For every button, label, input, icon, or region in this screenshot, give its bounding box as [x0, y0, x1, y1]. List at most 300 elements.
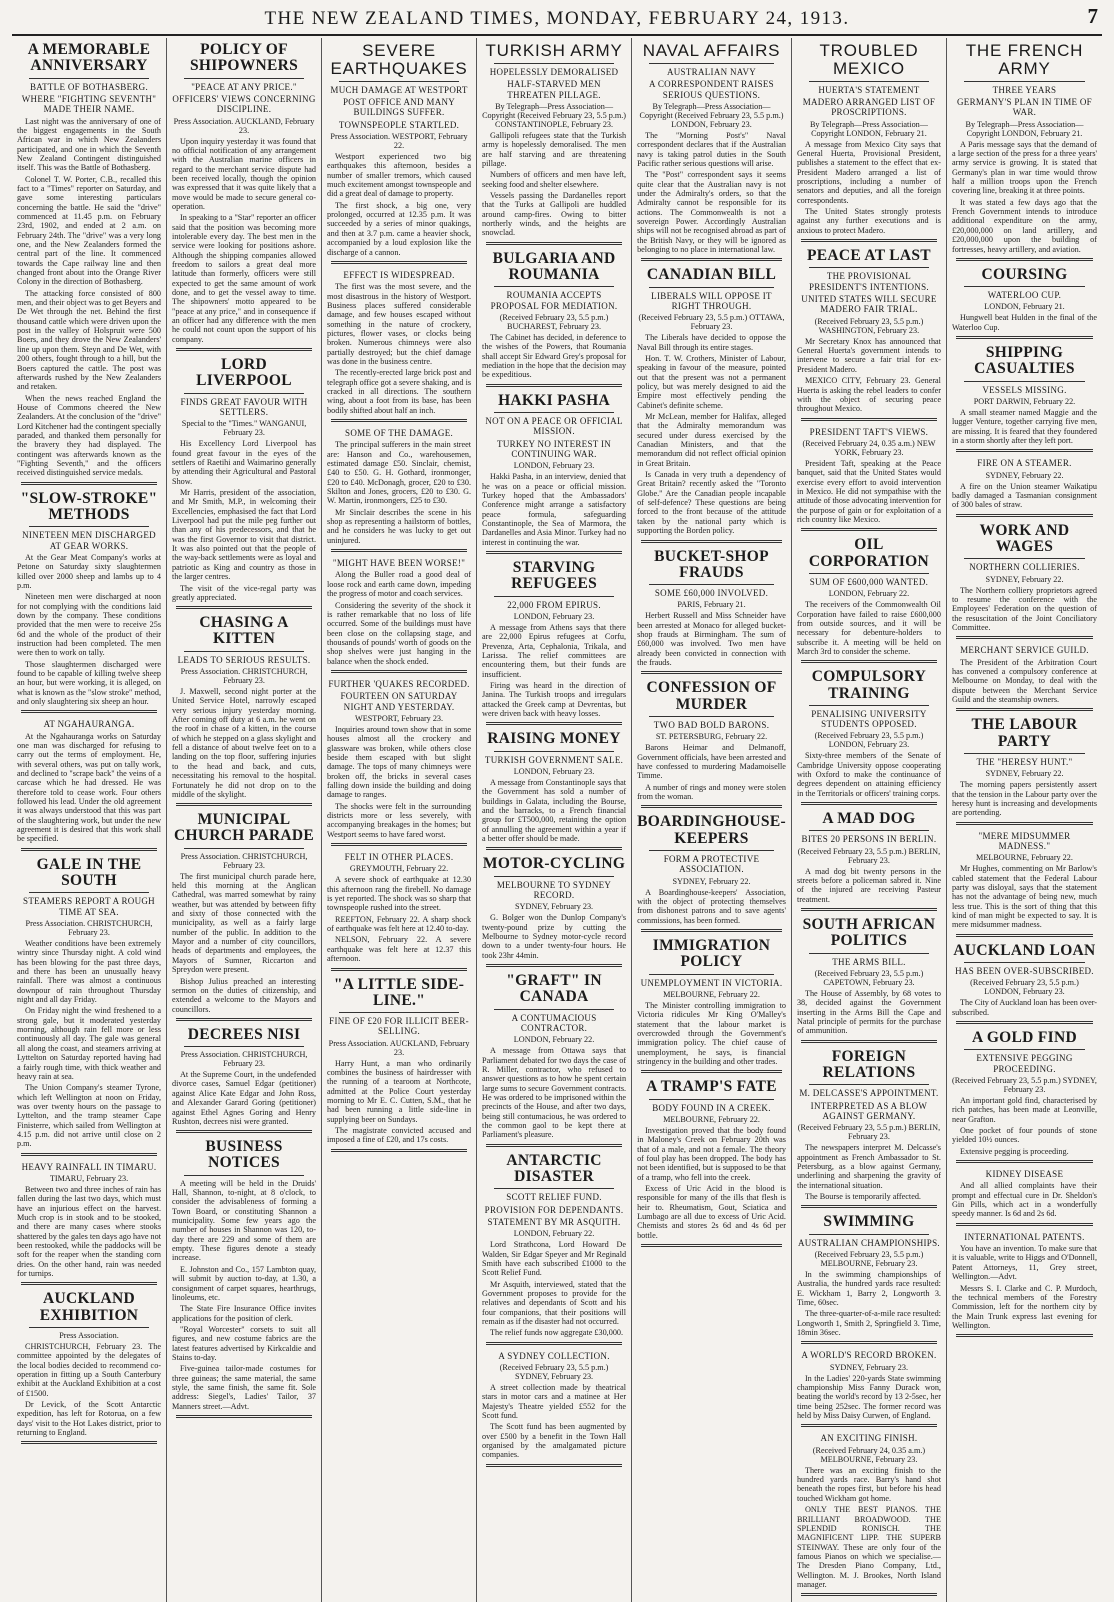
- article: [172, 357, 316, 609]
- article-subheading: FORM A PROTECTIVE ASSOCIATION.: [663, 853, 760, 875]
- article-headline: RAISING MONEY: [487, 730, 621, 748]
- article: [952, 943, 1097, 1024]
- article-paragraph: A street collection made by theatrical stars in motor cars and a matinee at Her Majesty's Theatre yielded £552 for the Scott fund.: [482, 1382, 627, 1421]
- headline-rule: [649, 1099, 774, 1100]
- article-divider: [486, 1342, 622, 1345]
- article-subheading: HALF-STARVED MEN THREATEN PILLAGE.: [507, 79, 601, 100]
- article: [797, 1350, 941, 1427]
- article-paragraph: Between two and three inches of rain has fallen during the last two days, which must have an injurious effect on the harvest. Much crop is in stook and to be stooked, and there are many cases where stooks shattered by the gales ten days ago have not been restooked, while the paddocks will be soft for the reaper when the standing corn dries. On the other hand, rain was needed for turnips.: [17, 1184, 162, 1279]
- article-subheading: 22,000 FROM EPIRUS.: [507, 599, 601, 610]
- article-divider: [801, 1593, 937, 1596]
- column-1: [12, 38, 167, 1602]
- headline-rule: [649, 63, 774, 64]
- article-subheading: SUM OF £600,000 WANTED.: [809, 576, 929, 587]
- headline-rule: [809, 705, 929, 706]
- headline-rule: [184, 651, 304, 652]
- article: [797, 427, 941, 532]
- article-headline: SWIMMING: [823, 1213, 915, 1231]
- article-subheading: TURKEY NO INTEREST IN CONTINUING WAR.: [497, 438, 612, 459]
- article-paragraph: Westport experienced two big earthquakes this afternoon, besides a number of smaller tremors, which caused much excitement amongst townspeople and did a great deal of damage to property.: [327, 152, 472, 199]
- article-paragraph: Hon. T. W. Crothers, Minister of Labour, speaking in favour of the measure, pointed out that the present was not a permanent policy, but was merely designed to aid the Empire most effectively pending the Cabinet's definite scheme.: [637, 353, 786, 410]
- headline-rule: [184, 1046, 304, 1047]
- headline-rule: [809, 1084, 929, 1085]
- article-dateline: SYDNEY, February 22.: [985, 769, 1064, 779]
- article-subheading: MADERO ARRANGED LIST OF PROSCRIPTIONS.: [802, 97, 936, 118]
- article-divider: [486, 847, 622, 850]
- article-divider: [331, 1149, 467, 1152]
- article: [797, 669, 941, 805]
- article-headline: CONFESSION OF MURDER: [646, 679, 777, 713]
- article-subheading: SCOTT RELIEF FUND.: [506, 1192, 602, 1203]
- article-paragraph: MEXICO CITY, February 23. General Huerta is asking the rebel leaders to confer with the object of securing peace throughout Mexico.: [796, 376, 941, 414]
- article-paragraph: Barons Heimar and Delmanoff, Government officials, have been arrested and have confessed to murdering Madamoiselle Timme.: [637, 743, 786, 781]
- article-paragraph: The attacking force consisted of 800 men, and their object was to get Beyers and De Wet through the net. Behind the first thousand cattle which were driven upon the post in the valley of Holspruit were 500 Boers, and they drove the New Zealanders' line up upon them. Steyn and De Wet, with 200 others, fought through to a hill, but the Boers captured the cattle. The post was afterwards rushed by the New Zealanders and retaken.: [17, 288, 162, 392]
- article: [952, 1030, 1097, 1163]
- article: [327, 428, 471, 552]
- article-paragraph: The United States strongly protests against any further executions and is anxious to protect Madero.: [796, 207, 941, 235]
- article-subheading: MERCHANT SERVICE GUILD.: [960, 645, 1089, 656]
- article: [797, 1049, 941, 1209]
- article: [952, 831, 1097, 937]
- article: [482, 42, 626, 245]
- article-paragraph: The City of Auckland loan has been over-subscribed.: [951, 998, 1097, 1017]
- article-dateline: Press Association. CHRISTCHURCH, February 23.: [180, 851, 308, 870]
- article-subheading: A WORLD'S RECORD BROKEN.: [801, 1350, 937, 1361]
- article-dateline: LONDON, February 23.: [513, 611, 595, 621]
- article-dateline: PARIS, February 21.: [677, 600, 746, 610]
- article-paragraph: When the news reached England the House of Commons cheered the New Zealanders. At the conclusion of the "drive" Lord Kitchener had the contingent specially paraded, and thanked them personally for the bravery they had displayed. The contingent was afterwards known as the "Fighting Seventh," and the officers received distinguished service medals.: [17, 393, 162, 478]
- article-paragraph: Gallipoli refugees state that the Turkish army is hopelessly demoralised. The men are half starving and are threatening pillage.: [482, 130, 627, 168]
- article-divider: [956, 822, 1093, 825]
- article-dateline: (Received February 23, 5.5 p.m.) BERLIN, February 23.: [797, 846, 941, 865]
- article-subheading: LEADS TO SERIOUS RESULTS.: [177, 654, 311, 665]
- article-paragraph: The Union Company's steamer Tyrone, which left Wellington at noon on Friday, was over twenty hours on the passage to Lyttelton, and the tramp steamer Cape Finisterre, which sailed from Wellington at 4.15 p.m. did not arrive until close on 2 p.m.: [17, 1083, 162, 1149]
- article-divider: [331, 261, 467, 264]
- article-headline: OIL CORPORATION: [808, 536, 930, 570]
- article-paragraph: Along the Buller road a good deal of loose rock and earth came down, impeding the progress of motor and coach services.: [327, 570, 472, 599]
- article-dateline: SYDNEY, February 23.: [829, 1362, 908, 1372]
- article: [17, 857, 161, 1156]
- headline-rule: [494, 751, 614, 752]
- article-divider: [176, 1415, 312, 1418]
- article-divider: [176, 348, 312, 351]
- article-paragraph: Mr McLean, member for Halifax, alleged that the Admiralty memorandum was secured under duress exercised by the Canadian Ministers, and that the memorandum did not reflect official opinion in Great Britain.: [637, 412, 786, 468]
- article-divider: [486, 551, 622, 554]
- article-paragraph: Herbert Russell and Miss Schneider have been arrested at Monaco for alleged bucket-shop frauds at Birmingham. The sum of £60,000 was involved. Two men have already been convicted in connection with the frauds.: [637, 611, 786, 668]
- article-dateline: (Received February 24, 0.35 a.m.) NEW YORK, February 23.: [802, 438, 936, 457]
- article-divider: [176, 803, 312, 806]
- headline-rule: [809, 830, 929, 831]
- article: [327, 558, 471, 673]
- article-dateline: (Received February 23, 5.5 p.m.) MELBOURNE, February 23.: [814, 1249, 924, 1268]
- article-divider: [21, 710, 157, 713]
- article-subheading: STATEMENT BY MR ASQUITH.: [487, 1216, 621, 1227]
- article-paragraph: The "Post" correspondent says it seems quite clear that the Australian navy is not under the Admiralty's orders, so that the Admiralty cannot be responsible for its actions. The Commonwealth is not a sovereign Power. Accordingly Australian ships will not be recognised abroad as part of the British Navy, or they will be ignored as belonging to no place in international law.: [637, 170, 786, 254]
- page-number: 7: [1087, 4, 1098, 28]
- article-paragraph: The newspapers interpret M. Delcasse's appointment as French Ambassador to St. Petersburg, as a blow against Germany, underlining and sharpening the gravity of the international situation.: [796, 1143, 941, 1190]
- article-paragraph: "Royal Worcester" corsets to suit all figures, and new costume fabrics are the latest features advertised by Kirkcaldie and Stains to-day.: [172, 1324, 317, 1362]
- article-dateline: By Telegraph—Press Association—Copyright LONDON, February 21.: [809, 119, 928, 138]
- headline-rule: [964, 558, 1085, 559]
- article: [952, 717, 1097, 824]
- article-paragraph: The first shock, a big one, very prolonged, occurred at 12.35 p.m. It was succeeded by a series of minor quakings, and then at 3.7 p.m. came a heavier shock, accompanied by a loud explosion like the discharge of a cannon.: [327, 200, 472, 257]
- headline-rule: [964, 753, 1085, 754]
- article: [172, 615, 316, 806]
- article-headline: PEACE AT LAST: [807, 247, 931, 265]
- headline-rule: [29, 1327, 149, 1328]
- article-subheading: FINE OF £20 FOR ILLICIT BEER-SELLING.: [329, 1016, 469, 1037]
- article-subheading: NORTHERN COLLIERIES.: [969, 562, 1080, 573]
- article-paragraph: A Paris message says that the demand of a large section of the press for a three years' army service is growing. It is stated that Germany's plan in war time would throw half a million troops upon the French covering line, breaking it at three points.: [951, 139, 1097, 196]
- article-paragraph: The recently-erected large brick post and telegraph office got a severe shaking, and is cracked in all directions. The southern wing, about a foot from its base, has been bodily shifted about half an inch.: [327, 368, 472, 415]
- headline-rule: [809, 573, 929, 574]
- article-paragraph: Hungwell beat Hulden in the final of the Waterloo Cup.: [951, 313, 1097, 332]
- headline-rule: [809, 953, 929, 954]
- article-headline: COMPULSORY TRAINING: [811, 668, 927, 702]
- article-paragraph: A severe shock of earthquake at 12.30 this afternoon rang the firebell. No damage is yet reported. The shock was so sharp that townspeople rushed into the street.: [327, 875, 472, 913]
- article: [637, 814, 786, 932]
- headline-rule: [809, 1234, 929, 1235]
- article-paragraph: The Cabinet has decided, in deference to the wishes of the Powers, that Roumania shall accept Sir Edward Grey's proposal for mediation in the hope that the decision may be expeditious.: [482, 332, 627, 380]
- article: [797, 248, 941, 420]
- article-subheading: GERMANY'S PLAN IN TIME OF WAR.: [957, 97, 1092, 118]
- article-subheading: BITES 20 PERSONS IN BERLIN.: [801, 834, 937, 845]
- article-paragraph: CHRISTCHURCH, February 23. The committee appointed by the delegates of the local bodies decided to recommend co-operation in fitting up a South Canterbury exhibit at the Auckland Exhibition at a cost of £1500.: [17, 1341, 162, 1398]
- article-paragraph: A small steamer named Maggie and the lugger Venture, together carrying five men, are missing. It is feared that they foundered in a storm shortly after they left port.: [951, 408, 1097, 446]
- article-paragraph: The first municipal church parade here, held this morning at the Anglican Cathedral, was marred somewhat by rainy weather, but was attended by between fifty and sixty of those connected with the municipality, as well as a fairly large number of the public. In addition to the Mayor and a number of city councillors, heads of departments and employees, the Mayors of Sumner, Riccarton and Spreydon were present.: [172, 871, 317, 975]
- article-headline: SEVERE EARTHQUAKES: [330, 41, 468, 78]
- article-paragraph: On Friday night the wind freshened to a strong gale, but it moderated yesterday morning, although rain fell more or less continuously all day. The gale was general all along the coast, and steamers arriving at Lyttelton on Saturday reported having had a fairly rough time, with thick weather and heavy rain at sea.: [17, 1006, 162, 1081]
- article-subheading: FOURTEEN ON SATURDAY NIGHT AND YESTERDAY.: [340, 691, 458, 712]
- article-headline: AUCKLAND EXHIBITION: [39, 1290, 139, 1324]
- article-paragraph: Lord Strathcona, Lord Howard De Walden, Sir Edgar Speyer and Mr Reginald Smith have each subscribed £1000 to the Scott Relief Fund.: [482, 1240, 627, 1278]
- article-divider: [956, 708, 1093, 711]
- article-paragraph: A meeting will be held in the Druids' Hall, Shannon, to-night, at 8 o'clock, to consider the advisableness of forming a Town Board, or constituting Shannon a municipality. Some few years ago the number of houses in Shannon was 120, to-day there are 229 and some of them are empty. These figures denote a steady increase.: [172, 1178, 317, 1263]
- article: [797, 537, 941, 663]
- article-paragraph: Mr Hughes, commenting on Mr Barlow's cabled statement that the Federal Labour party was disloyal, says that the statement has not the advantage of being new, much less true. This is the sort of thing that this kind of man might be expected to say. It is mere midsummer madness.: [951, 864, 1097, 930]
- article-subheading: FIRE ON A STEAMER.: [977, 458, 1072, 469]
- article-paragraph: Dr Levick, of the Scott Antarctic expedition, has left for Rotorua, on a few days' visit to the Hot Lakes district, prior to returning to England.: [17, 1399, 162, 1437]
- article-dateline: LONDON, February 22.: [513, 1035, 595, 1045]
- article: [952, 645, 1097, 711]
- article-subheading: EXTENSIVE PEGGING PROCEEDING.: [976, 1053, 1073, 1074]
- article-paragraph: Weather conditions have been extremely wintry since Thursday night. A cold wind has been blowing for the past three days, and there has been an unusually heavy rainfall. There was almost a continuous downpour of rain throughout Thursday night and all day Friday.: [17, 939, 162, 1005]
- article-subheading: HEAVY RAINFALL IN TIMARU.: [21, 1161, 157, 1172]
- article-dateline: Press Association. CHRISTCHURCH, February 23.: [180, 667, 308, 686]
- article: [172, 42, 316, 351]
- article-paragraph: Colonel T. W. Porter, C.B., recalled this fact to a "Times" reporter on Saturday, and gave some interesting particulars concerning the battle. He said the "drive" commenced at 11.45 p.m. on February 23rd, 1902, and ended at 2 a.m. on February 24th. The "drive" was a very long one, and the New Zealanders formed the central part of the line. It commenced towards the Cape railway line and then changed front about into the Orange River Colony in the direction of Bothasberg.: [17, 174, 162, 287]
- article-dateline: Special to the "Times." WANGANUI, February 23.: [181, 419, 307, 438]
- article-divider: [486, 242, 622, 245]
- article-paragraph: President Taft, speaking at the Peace banquet, said that the United States would exercise every effort to avoid intervention in Mexico. He did not sympathise with the attitude of those advocating intervention for the purpose of gain or for exploitation of a rich country like Mexico.: [796, 458, 941, 524]
- article: [17, 719, 161, 850]
- article-divider: [331, 843, 467, 846]
- article-divider: [176, 606, 312, 609]
- article-paragraph: A message from Constantinople says that the Government has sold a number of buildings in Galata, including the Bourse, and the barracks, to a French financial group for £T500,000, retaining the option of annulling the agreement within a year if a better offer should be made.: [482, 777, 627, 843]
- article-divider: [641, 258, 782, 261]
- article: [797, 1433, 941, 1596]
- article-subheading: TOWNSPEOPLE STARTLED.: [338, 119, 460, 130]
- article-dateline: GREYMOUTH, February 22.: [349, 864, 449, 874]
- article-headline: A GOLD FIND: [972, 1029, 1077, 1047]
- newspaper-title: THE NEW ZEALAND TIMES, MONDAY, FEBRUARY 24, 1913.: [264, 8, 850, 29]
- article-paragraph: Nineteen men were discharged at noon for not complying with the conditions laid down by the company. These conditions provided that the men were to receive 25s 6d and the whole of the product of their instruction had been completed. The men were then to work on tally.: [17, 592, 162, 658]
- article: [637, 1079, 786, 1247]
- article-paragraph: In speaking to a "Star" reporter an officer said that the position was becoming more intolerable every day. The best men in the service were looking for positions ashore. Although the shipping companies allowed freedom to sailors a great deal more latitude than formerly, officers were still expected to get the same amount of work done, and to get the vessel away to time. The shipowners' motto appeared to be "peace at any price," and in consequence if an officer had any difference with the men he could not count upon the support of his company.: [172, 213, 317, 344]
- headline-rule: [964, 962, 1085, 963]
- article-subheading: FINDS GREAT FAVOUR WITH SETTLERS.: [180, 396, 308, 417]
- article-dateline: Press Association. WESTPORT, February 22.: [330, 132, 468, 151]
- article-paragraph: Inquiries around town show that in some houses almost all the crockery and glassware was broken, while others close beside them escaped with but slight damage. The tops of many chimneys were broken off, the bricks in several cases falling down inside the building and doing damage to ranges.: [327, 724, 472, 800]
- article-paragraph: At the Gear Meat Company's works at Petone on Saturday sixty slaughtermen killed over 2000 sheep and lambs up to 4 p.m.: [17, 552, 162, 590]
- article-headline: BUCKET-SHOP FRAUDS: [654, 547, 769, 581]
- article-paragraph: Firing was heard in the direction of Janina. The Turkish troops and irregulars attacked the Greek camp at Devrentas, but were driven back with heavy losses.: [482, 680, 627, 718]
- article-dateline: SYDNEY, February 22.: [672, 876, 751, 886]
- headline-rule: [184, 848, 304, 849]
- article-divider: [486, 1464, 622, 1467]
- article-subheading: ROUMANIA ACCEPTS PROPOSAL FOR MEDIATION.: [490, 290, 618, 311]
- headline-rule: [339, 81, 459, 82]
- article-subheading: SOME OF THE DAMAGE.: [345, 428, 454, 438]
- article-subheading: THE ARMS BILL.: [832, 956, 906, 967]
- article: [17, 1291, 161, 1444]
- article-divider: [801, 418, 937, 421]
- article-paragraph: And all allied complaints have their prompt and effectual cure in Dr. Sheldon's Gin Pills, which act in a wonderfully speedy manner. Is 6d and 2s 6d.: [951, 1181, 1097, 1219]
- article-paragraph: Numbers of officers and men have left, seeking food and shelter elsewhere.: [482, 170, 627, 189]
- article: [482, 393, 626, 554]
- headline-rule: [339, 1012, 459, 1013]
- article: [952, 458, 1097, 516]
- article-headline: BOARDINGHOUSE-KEEPERS: [637, 813, 786, 847]
- article-dateline: SYDNEY, February 22.: [985, 470, 1064, 480]
- article-paragraph: A fire on the Union steamer Waikatipu badly damaged a Tasmanian consignment of 300 bales of straw.: [951, 481, 1097, 510]
- article-paragraph: Is Canada in very truth a dependency of Great Britain? recently asked the "Toronto Globe." Are the Canadian people incapable of self-defence? These questions are being forced to the front because of the attitude taken by the national party which is supporting the Borden policy.: [637, 470, 786, 536]
- article-headline: BUSINESS NOTICES: [205, 1138, 283, 1172]
- headline-rule: [809, 81, 929, 82]
- article-paragraph: G. Bolger won the Dunlop Company's twenty-pound prize by cutting the Melbourne to Sydney motor-cycle record down to a under twenty-four hours. He took 23hr 44min.: [482, 913, 627, 960]
- article-paragraph: Investigation proved that the body found in Maloney's Creek on February 20th was that of a male, and not a female. The theory of foul play has been dropped. The body has not been identified, but is supposed to be that of a tramp, who fell into the creek.: [637, 1125, 786, 1182]
- article-subheading: NOT ON A PEACE OR OFFICIAL MISSION.: [485, 415, 623, 437]
- article-paragraph: Excess of Uric Acid in the blood is responsible for many of the ills that flesh is heir to. Rheumatism, Gout, Sciatica and Lumbago are all due to excess of Uric Acid. Chemists and stores 2s 6d and 4s 6d per bottle.: [637, 1183, 786, 1240]
- article-subheading: AT NGAHAURANGA.: [43, 719, 135, 730]
- headline-rule: [494, 876, 614, 877]
- article: [172, 812, 316, 1021]
- article-subheading: WATERLOO CUP.: [987, 290, 1062, 301]
- article-paragraph: Harry Hunt, a man who ordinarily combines the business of hairdresser with the running of a tearoom at Northcote, admitted at the Police Court yesterday morning to Mr E. C. Cutten, S.M., that he had been running a little side-line in supplying beer on Sundays.: [327, 1058, 472, 1124]
- article-divider: [956, 258, 1093, 261]
- article-dateline: By Telegraph—Press Association—Copyright (Received February 23, 5.5 p.m.) LONDON, February 23.: [639, 101, 784, 129]
- article-paragraph: A message from Mexico City says that General Huerta, Provisional President, publishes a statement to the effect that ex-President Madero arranged a list of proscriptions, including a number of senators and deputies, and all the foreign correspondents.: [796, 139, 941, 205]
- article-dateline: LONDON, February 23.: [513, 461, 595, 471]
- article: [797, 811, 941, 911]
- article-divider: [956, 1334, 1093, 1337]
- article-divider: [21, 1441, 157, 1444]
- article-divider: [641, 671, 782, 674]
- article-dateline: LONDON, February 22.: [513, 1229, 595, 1239]
- article-headline: FOREIGN RELATIONS: [822, 1047, 916, 1082]
- headline-rule: [29, 526, 149, 527]
- article-subheading: TURKISH GOVERNMENT SALE.: [484, 754, 624, 765]
- article-paragraph: One pocket of four pounds of stone yielded 10½ ounces.: [951, 1126, 1097, 1145]
- article-subheading: INTERNATIONAL PATENTS.: [964, 1231, 1085, 1242]
- headline-rule: [184, 1175, 304, 1176]
- article: [952, 267, 1097, 339]
- article-dateline: WESTPORT, February 23.: [355, 713, 444, 723]
- article-paragraph: The President of the Arbitration Court has convened a compulsory conference at Melbourne on Monday, to deal with the dispute between the Merchant Service Guild and the steamship owners.: [951, 657, 1097, 705]
- article-divider: [641, 805, 782, 808]
- article-headline: GALE IN THE SOUTH: [36, 855, 142, 890]
- headline-rule: [29, 78, 149, 79]
- article-paragraph: E. Johnston and Co., 157 Lambton quay, will submit by auction to-day, at 1.30, a consignment of carpet squares, hearthrugs, linoleums, etc.: [172, 1264, 317, 1302]
- article-divider: [956, 636, 1093, 639]
- article-headline: COURSING: [981, 265, 1068, 283]
- column-3: [322, 38, 477, 1602]
- article-paragraph: Last night was the anniversary of one of the biggest engagements in the South African war in which New Zealanders participated, and one in which the Seventh New Zealand Contingent distinguished itself. This was the Battle of Bothasberg.: [17, 116, 162, 173]
- article-subheading: HOPELESSLY DEMORALISED: [489, 66, 619, 77]
- column-6: [792, 38, 947, 1602]
- article-dateline: (Received February 23, 5.5 p.m.) BERLIN, February 23.: [797, 1123, 941, 1142]
- article-headline: STARVING REFUGEES: [511, 558, 598, 593]
- article-paragraph: The relief funds now aggregate £30,000.: [490, 1328, 624, 1338]
- article-divider: [956, 934, 1093, 937]
- article-subheading: PRESIDENT TAFT'S VIEWS.: [809, 426, 929, 437]
- article-paragraph: The morning papers persistently assert that the tension in the Labour party over the heresy hunt is increasing and developments are portending.: [951, 780, 1097, 818]
- article-subheading: STEAMERS REPORT A ROUGH TIME AT SEA.: [23, 896, 155, 917]
- article-paragraph: There was an exciting finish to the hundred yards race. Barry's hand shot beneath the ropes first, but before his head touched Wickham got home.: [796, 1465, 941, 1503]
- article-paragraph: Bishop Julius preached an interesting sermon on the duties of citizenship, and extended a welcome to the Mayors and councillors.: [172, 976, 317, 1014]
- article-dateline: Press Association. CHRISTCHURCH, February 23.: [25, 919, 153, 938]
- article-paragraph: Those slaughtermen discharged were found to be capable of killing twelve sheep an hour, but were working, it is alleged, on what is known as the "slow stroke" method, and only slaughtering six sheep an hour.: [17, 659, 162, 706]
- article-paragraph: Upon inquiry yesterday it was found that no official notification of any arrangement with the Australian marine officers in regard to the merchant service dispute had been received locally, though the opinion was expressed that it was quite likely that a move would be made to secure general co-operation.: [172, 136, 317, 211]
- article-subheading: LIBERALS WILL OPPOSE IT RIGHT THROUGH.: [651, 290, 772, 311]
- article-headline: IMMIGRATION POLICY: [652, 936, 771, 971]
- article: [637, 42, 786, 261]
- article-paragraph: The three-quarter-of-a-mile race resulted: Longworth 1, Smith 2, Springfield 3. Time, 18min 36sec.: [796, 1309, 941, 1338]
- article: [797, 1214, 941, 1344]
- headline-rule: [184, 393, 304, 394]
- article-divider: [801, 802, 937, 805]
- article-headline: TROUBLED MEXICO: [819, 41, 919, 78]
- column-2: [167, 38, 322, 1602]
- article-paragraph: An important gold find, characterised by rich patches, has been made at Leonville, near Grafton.: [951, 1096, 1097, 1124]
- article-subheading: A CONTUMACIOUS CONTRACTOR.: [511, 1012, 597, 1033]
- article-divider: [641, 1070, 782, 1073]
- article: [172, 1027, 316, 1133]
- article-headline: "GRAFT" IN CANADA: [506, 971, 602, 1006]
- article-divider: [21, 1153, 157, 1156]
- article-paragraph: A message from Athens says that there are 22,000 Epirus refugees at Corfu, Prevenza, Arta, Cephalonia, Trikala, and Larissa. The relief committees are encountering them, but their funds are insufficient.: [482, 622, 627, 679]
- masthead: [12, 4, 1102, 36]
- article-headline: ANTARCTIC DISASTER: [506, 1151, 602, 1185]
- article-headline: MOTOR-CYCLING: [482, 855, 626, 873]
- article: [637, 938, 786, 1073]
- article-headline: TURKISH ARMY: [485, 41, 623, 60]
- article-paragraph: J. Maxwell, second night porter at the United Service Hotel, narrowly escaped very serious injury yesterday morning. After coming off duty at 6 a.m. he went on the roof in chase of a kitten, in the course of which he stepped on a glass skylight and fell a distance of about twelve feet on to a landing on the top floor, suffering injuries to the head and back, and cuts, necessitating his removal to the hospital. Fortunately he did not drop on to the middle of the skylight.: [172, 687, 317, 799]
- article-divider: [801, 1424, 937, 1427]
- article-headline: THE LABOUR PARTY: [971, 716, 1078, 750]
- article-paragraph: At the Ngahauranga works on Saturday one man was discharged for refusing to carry out the terms of employment. He, with several others, was put on tally work, and declined to "scrape back" the veins of a carcase which he had dressed. He was therefore told to cease work. Four others followed his lead. Under the old agreement it was always understood that this was part of the slaughtering work, but under the new agreement it is desired that this work shall be specified.: [17, 731, 162, 844]
- article-subheading: "MIGHT HAVE BEEN WORSE!": [332, 558, 466, 569]
- headline-rule: [964, 286, 1085, 287]
- article-paragraph: Mr Harris, president of the association, and Mr Smith, M.P., in welcoming their Excellencies, emphasised the fact that Lord Liverpool had put the mile peg further out than any of his predecessors, and that he was the first Governor to visit that district. It was also pointed out that the people of the way-back settlements were as loyal and patriotic as King and country as those in the larger centres.: [172, 488, 317, 582]
- article: [797, 917, 941, 1043]
- article-headline: MUNICIPAL CHURCH PARADE: [173, 811, 315, 845]
- article-divider: [641, 1244, 782, 1247]
- article-headline: HAKKI PASHA: [498, 391, 611, 409]
- article-divider: [486, 1144, 622, 1147]
- headline-rule: [964, 81, 1085, 82]
- headline-rule: [494, 286, 614, 287]
- article-paragraph: A number of rings and money were stolen from the woman.: [637, 782, 786, 802]
- article-subheading: THE PROVISIONAL PRESIDENT'S INTENTIONS.: [808, 271, 929, 292]
- headline-rule: [809, 267, 929, 268]
- article-subheading: INTERPRETED AS A BLOW AGAINST GERMANY.: [810, 1100, 928, 1121]
- article-divider: [21, 1282, 157, 1285]
- article: [327, 852, 471, 970]
- article-paragraph: Hakki Pasha, in an interview, denied that he was on a peace or official mission. Turkey hoped that the Ambassadors' Conference might arrange a satisfactory peace formula, safeguarding Constantinople, the Sea of Marmora, the Dardanelles and Asia Minor. Turkey had no interest in continuing the war.: [482, 472, 627, 547]
- article-headline: DECREES NISI: [187, 1025, 301, 1043]
- headline-rule: [494, 412, 614, 413]
- headline-rule: [494, 1188, 614, 1189]
- article: [482, 1153, 626, 1345]
- article-dateline: SYDNEY, February 22.: [985, 574, 1064, 584]
- article-divider: [801, 1040, 937, 1043]
- article-paragraph: His Excellency Lord Liverpool has found great favour in the eyes of the settlers of Raetihi and Waimarino generally by attending their Agricultural and Pastoral Show.: [172, 439, 317, 486]
- article-divider: [331, 670, 467, 673]
- article-subheading: FURTHER 'QUAKES RECORDED.: [328, 678, 470, 689]
- article-dateline: PORT DARWIN, February 22.: [973, 397, 1076, 407]
- article-divider: [801, 239, 937, 242]
- article-dateline: LONDON, February 22.: [828, 589, 910, 599]
- article: [952, 42, 1097, 261]
- article-divider: [801, 908, 937, 911]
- article-subheading: MUCH DAMAGE AT WESTPORT: [330, 84, 468, 95]
- article-headline: A MAD DOG: [822, 810, 916, 828]
- article-headline: AUCKLAND LOAN: [953, 941, 1096, 959]
- article-divider: [486, 384, 622, 387]
- article-dateline: TIMARU, February 23.: [49, 1173, 129, 1183]
- headline-rule: [494, 596, 614, 597]
- article-subheading: HAS BEEN OVER-SUBSCRIBED.: [955, 966, 1094, 977]
- article-paragraph: You have an invention. To make sure that it is valuable, write to Higgs and O'Donnell, Patent Attorneys, 11, Grey street, Wellington.—Advt.: [951, 1244, 1097, 1282]
- article-dateline: ST. PETERSBURG, February 22.: [655, 732, 768, 742]
- article-dateline: MELBOURNE, February 22.: [663, 1114, 760, 1124]
- article-paragraph: A Boardinghouse-keepers' Association, with the object of protecting themselves from dishonest patrons and to save agents' commissions, has been formed.: [637, 887, 786, 925]
- article-subheading: FELT IN OTHER PLACES.: [344, 852, 454, 863]
- article-dateline: MELBOURNE, February 22.: [663, 989, 760, 999]
- article-paragraph: The Northern colliery proprietors agreed to resume the conference with the Employees' Federation on the question of the resuscitation of the Joint Conciliatory Committee.: [951, 585, 1097, 633]
- article: [482, 973, 626, 1147]
- column-7: [947, 38, 1102, 1602]
- article-paragraph: The magistrate convicted accused and imposed a fine of £20, and 17s costs.: [327, 1126, 472, 1145]
- headline-rule: [649, 584, 774, 585]
- article-subheading: SOME £60,000 INVOLVED.: [654, 588, 769, 599]
- article-dateline: By Telegraph—Press Association—Copyright (Received February 23, 5.5 p.m.) CONSTANTINOPLE, February 23.: [482, 101, 627, 129]
- article-paragraph: The House of Assembly, by 68 votes to 38, decided against the Government inserting in the Arms Bill the Cape and Natal principle of permits for the purchase of ammunition.: [796, 989, 941, 1036]
- article: [482, 856, 626, 967]
- article-divider: [801, 528, 937, 531]
- article-subheading: AUSTRALIAN NAVY: [666, 66, 757, 77]
- article-headline: "A LITTLE SIDE-LINE.": [333, 975, 465, 1009]
- article-dateline: Press Association. AUCKLAND, February 23.: [173, 116, 315, 135]
- article-headline: WORK AND WAGES: [979, 521, 1070, 556]
- article-subheading: TWO BAD BOLD BARONS.: [653, 719, 770, 730]
- article-paragraph: The Bourse is temporarily affected.: [804, 1192, 921, 1202]
- article: [482, 1351, 626, 1467]
- article-paragraph: At the Supreme Court, in the undefended divorce cases, Samuel Edgar (petitioner) against Alice Kate Edgar and John Ross, and Alexander Garard Goring (petitioner) against Ethel Agnes Goring and Henry Rushton, decrees nisi were granted.: [172, 1070, 317, 1126]
- article-subheading: PENALISING UNIVERSITY STUDENTS OPPOSED.: [811, 708, 927, 730]
- article-divider: [956, 514, 1093, 517]
